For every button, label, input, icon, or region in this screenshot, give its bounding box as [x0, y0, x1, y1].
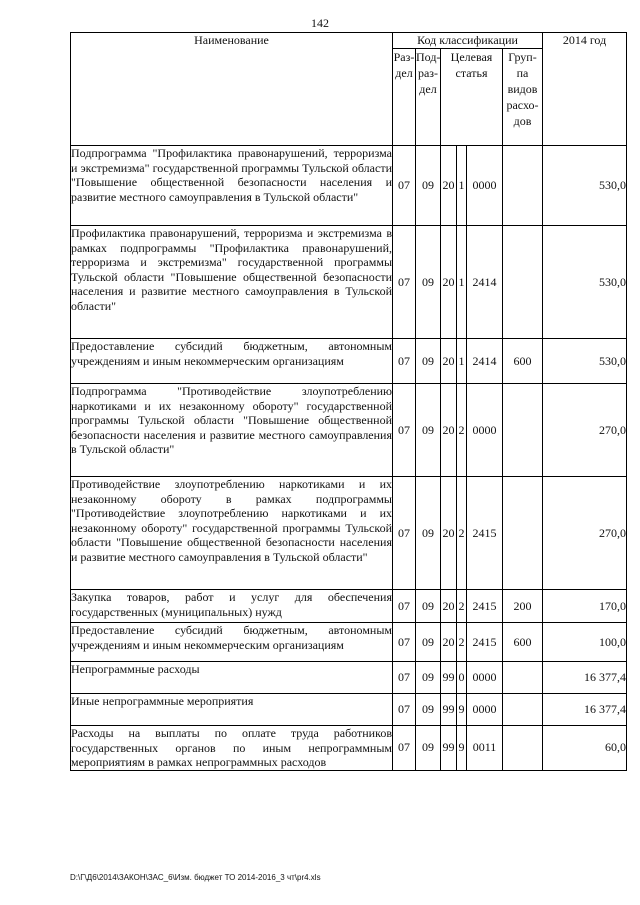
table-row	[71, 694, 627, 726]
header-row	[71, 33, 627, 49]
row-razdel: 07	[393, 694, 416, 726]
row-target-part2: 1	[457, 226, 467, 339]
row-name: Расходы на выплаты по оплате труда работников государственных органов по иным непрограммным мероприятиям в рамках непрограммных расходов	[71, 726, 392, 769]
row-podrazdel: 09	[416, 146, 441, 226]
row-podrazdel: 09	[416, 226, 441, 339]
row-target-part1: 99	[441, 662, 457, 694]
row-razdel: 07	[393, 226, 416, 339]
row-target-part2: 9	[457, 694, 467, 726]
row-podrazdel: 09	[416, 477, 441, 590]
row-target-part3: 2415	[467, 477, 503, 590]
row-target-part2: 1	[457, 339, 467, 384]
file-path-footer: D:\Г\Д6\2014\ЗАКОН\ЗАС_6\Изм. бюджет ТО 2014-2016_3 чт\pr4.xls	[70, 873, 321, 882]
page-number: 142	[311, 16, 329, 30]
row-amount: 100,0	[543, 623, 627, 662]
row-target-part1: 20	[441, 146, 457, 226]
row-target-part3: 2415	[467, 590, 503, 623]
row-expense-group	[503, 726, 543, 771]
row-razdel: 07	[393, 146, 416, 226]
budget-table	[70, 32, 627, 771]
row-name: Предоставление субсидий бюджетным, автономным учреждениям и иным некоммерческим организациям	[71, 339, 393, 384]
table-row	[71, 726, 627, 771]
row-expense-group: 600	[503, 339, 543, 384]
row-podrazdel: 09	[416, 590, 441, 623]
row-podrazdel: 09	[416, 662, 441, 694]
row-target-part1: 20	[441, 590, 457, 623]
row-amount: 16 377,4	[543, 662, 627, 694]
row-amount: 530,0	[543, 146, 627, 226]
row-name: Непрограммные расходы	[71, 662, 393, 694]
row-target-part1: 99	[441, 694, 457, 726]
row-name: Подпрограмма "Противодействие злоупотреблению наркотиками и их незаконному обороту" государственной программы Тульской области "Повышение общественной безопасности населения и развитие местного самоуправления в Тульской области"	[71, 384, 393, 477]
row-amount: 170,0	[543, 590, 627, 623]
row-target-part2: 2	[457, 384, 467, 477]
row-name: Противодействие злоупотреблению наркотиками и их незаконному обороту в рамках подпрограммы "Противодействие злоупотреблению наркотиками и их незаконному обороту" государственной программы Тульской области "Повышение общественной безопасности населения и развитие местного самоуправления в Тульской области"	[71, 477, 393, 590]
row-target-part2: 9	[457, 726, 467, 771]
row-target-part2: 0	[457, 662, 467, 694]
row-target-part2: 1	[457, 146, 467, 226]
row-target-part1: 99	[441, 726, 457, 771]
row-amount: 530,0	[543, 339, 627, 384]
row-razdel: 07	[393, 339, 416, 384]
row-name: Профилактика правонарушений, терроризма и экстремизма в рамках подпрограммы "Профилактика правонарушений, терроризма и экстремизма" государственной программы Тульской области "Повышение общественной безопасности населения и развитие местного самоуправления в Тульской области"	[71, 226, 393, 339]
table-row	[71, 477, 627, 590]
row-expense-group	[503, 694, 543, 726]
table-row	[71, 662, 627, 694]
header-classification: Код классификации	[393, 33, 543, 49]
row-expense-group	[503, 477, 543, 590]
row-name: Предоставление субсидий бюджетным, автономным учреждениям и иным некоммерческим организациям	[71, 623, 393, 662]
table-body	[71, 146, 627, 771]
row-amount: 270,0	[543, 384, 627, 477]
row-target-part3: 0000	[467, 146, 503, 226]
table-row	[71, 623, 627, 662]
table-row	[71, 384, 627, 477]
row-target-part1: 20	[441, 226, 457, 339]
row-expense-group	[503, 662, 543, 694]
row-podrazdel: 09	[416, 623, 441, 662]
row-razdel: 07	[393, 662, 416, 694]
row-target-part1: 20	[441, 339, 457, 384]
row-expense-group	[503, 226, 543, 339]
row-razdel: 07	[393, 726, 416, 771]
row-target-part3: 2414	[467, 339, 503, 384]
row-podrazdel: 09	[416, 384, 441, 477]
row-target-part3: 0011	[467, 726, 503, 771]
row-razdel: 07	[393, 623, 416, 662]
row-expense-group: 200	[503, 590, 543, 623]
row-name: Иные непрограммные мероприятия	[71, 694, 393, 726]
table-row	[71, 146, 627, 226]
row-target-part3: 0000	[467, 662, 503, 694]
row-target-part2: 2	[457, 590, 467, 623]
row-target-part1: 20	[441, 623, 457, 662]
row-razdel: 07	[393, 477, 416, 590]
header-year: 2014 год	[543, 33, 627, 146]
header-group: Груп- па видов расхо- дов	[503, 49, 543, 146]
header-name: Наименование	[71, 33, 393, 146]
row-target-part3: 2415	[467, 623, 503, 662]
header-razdel: Раз- дел	[393, 49, 416, 146]
row-target-part3: 0000	[467, 384, 503, 477]
row-target-part2: 2	[457, 477, 467, 590]
row-podrazdel: 09	[416, 694, 441, 726]
row-amount: 16 377,4	[543, 694, 627, 726]
table-row	[71, 339, 627, 384]
row-expense-group: 600	[503, 623, 543, 662]
row-target-part3: 0000	[467, 694, 503, 726]
row-expense-group	[503, 384, 543, 477]
row-target-part2: 2	[457, 623, 467, 662]
row-razdel: 07	[393, 590, 416, 623]
row-name: Закупка товаров, работ и услуг для обеспечения государственных (муниципальных) нужд	[71, 590, 393, 623]
row-name: Подпрограмма "Профилактика правонарушений, терроризма и экстремизма" государственной программы Тульской области "Повышение общественной безопасности населения и развитие местного самоуправления в Тульской области"	[71, 146, 393, 226]
row-podrazdel: 09	[416, 339, 441, 384]
row-target-part1: 20	[441, 477, 457, 590]
table-row	[71, 590, 627, 623]
header-podrazdel: Под- раз- дел	[416, 49, 441, 146]
header-target: Целевая статья	[441, 49, 503, 146]
row-target-part1: 20	[441, 384, 457, 477]
row-podrazdel: 09	[416, 726, 441, 771]
row-target-part3: 2414	[467, 226, 503, 339]
row-razdel: 07	[393, 384, 416, 477]
row-amount: 530,0	[543, 226, 627, 339]
row-amount: 270,0	[543, 477, 627, 590]
row-amount: 60,0	[543, 726, 627, 771]
table-row	[71, 226, 627, 339]
row-expense-group	[503, 146, 543, 226]
